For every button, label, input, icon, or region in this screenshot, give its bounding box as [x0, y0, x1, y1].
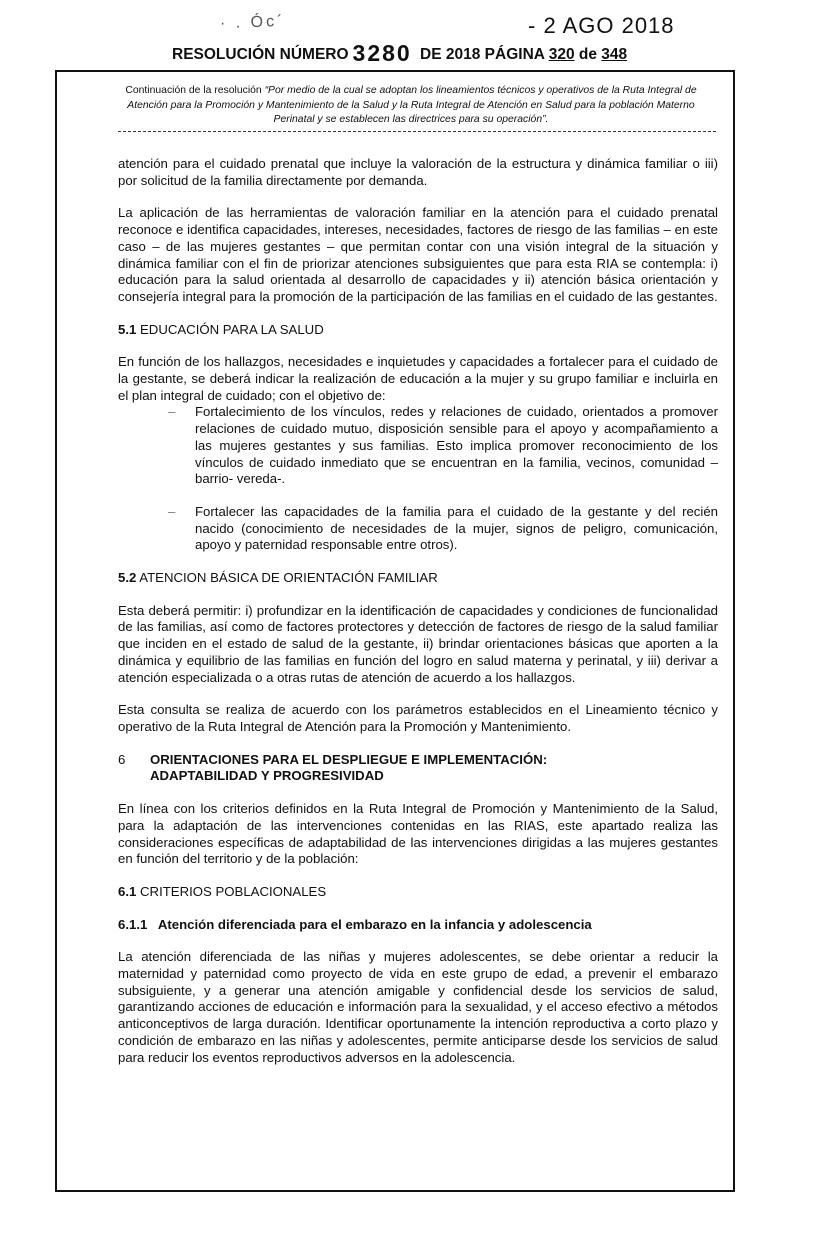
bullet-dash: – — [168, 404, 176, 420]
heading-6-1-1-number: 6.1.1 — [118, 916, 148, 932]
continuation-note — [112, 84, 710, 128]
paragraph-5: Esta consulta se realiza de acuerdo con los parámetros establecidos en el Lineamiento técnico y operativo de la Ruta Integral de Atención para la Promoción y Mantenimiento. — [118, 702, 718, 734]
heading-6-1-1 — [118, 917, 718, 934]
document-body — [118, 156, 718, 1066]
resolution-header — [172, 38, 627, 65]
heading-5-1 — [118, 322, 718, 339]
heading-6-line-1: ORIENTACIONES PARA EL DESPLIEGUE E IMPLEMENTACIÓN: — [150, 751, 548, 767]
page-total: 348 — [601, 46, 628, 63]
paragraph-6: En línea con los criterios definidos en la Ruta Integral de Promoción y Mantenimiento de la Salud, para la adaptación de las intervenciones contenidas en las RIAS, este apartado realiza las consideraciones específicas de adaptabilidad de las intervenciones dirigidas a las mujeres gestantes en función del territorio y de la población: — [118, 801, 718, 867]
paragraph-4: Esta deberá permitir: i) profundizar en la identificación de capacidades y condiciones de funcionalidad de las familias, así como de factores protectores y detección de factores de riesgo de la salud familiar que inciden en el estado de salud de la gestante, ii) brindar orientaciones básicas que aporten a la dinámica y equilibrio de las familias en función del logro en salud materna y perinatal, y iii) derivar a atención especializada o a otras rutas de atención de acuerdo a los hallazgos. — [118, 602, 718, 685]
heading-6-1-number: 6.1 — [118, 883, 137, 899]
paragraph-2: La aplicación de las herramientas de valoración familiar en la atención para el cuidado prenatal reconoce e identifica capacidades, intereses, necesidades, factores de riesgo de las familias – en este caso – de las mujeres gestantes – que permitan contar con una visión integral de la situación y dinámica familiar con el fin de priorizar atenciones subsiguientes que para esta RIA se contempla: i) educación para la salud orientada al desarrollo de capacidades y ii) atención básica orientación y consejería integral para la promoción de la participación de las familias en el cuidado de las gestantes. — [118, 205, 718, 304]
page-number: 320 — [548, 46, 575, 63]
paragraph-3: En función de los hallazgos, necesidades e inquietudes y capacidades a fortalecer para el cuidado de la gestante, se deberá indicar la realización de educación a la mujer y su grupo familiar e incluirla en el plan integral de cuidado; con el objetivo de: — [118, 354, 718, 403]
resolution-number: 3280 — [352, 40, 412, 66]
heading-5-2-number: 5.2 — [118, 570, 137, 586]
header-divider — [118, 131, 716, 132]
heading-6-1 — [118, 884, 718, 901]
heading-6-1-1-title: Atención diferenciada para el embarazo en la infancia y adolescencia — [157, 916, 592, 932]
heading-5-2 — [118, 570, 718, 587]
list-item — [118, 504, 718, 554]
stamp-mark: · . Óc´ — [219, 12, 286, 33]
heading-5-1-title: EDUCACIÓN PARA LA SALUD — [140, 321, 324, 337]
page-label: PÁGINA — [484, 46, 545, 63]
heading-6 — [118, 752, 718, 785]
heading-5-2-title: ATENCION BÁSICA DE ORIENTACIÓN FAMILIAR — [139, 570, 438, 586]
bullet-text-2: Fortalecer las capacidades de la familia para el cuidado de la gestante y del recién nacido (conocimiento de necesidades de la mujer, signos de peligro, comunicación, apoyo y paternidad responsable entre otros). — [195, 503, 718, 553]
bullet-dash: – — [168, 503, 176, 519]
continuation-lead: Continuación de la resolución — [125, 85, 262, 96]
heading-6-1-title: CRITERIOS POBLACIONALES — [140, 883, 327, 899]
resolution-prefix: RESOLUCIÓN NÚMERO — [172, 46, 349, 63]
paragraph-7: La atención diferenciada de las niñas y mujeres adolescentes, se debe orientar a reducir la maternidad y paternidad como proyecto de vida en este grupo de edad, a prevenir el embarazo subsiguiente, y a generar una atención amigable y confidencial desde los servicios de salud, garantizando acciones de educación e información para la sexualidad, y el acceso efectivo a métodos anticonceptivos de larga duración. Identificar oportunamente la intención reproductiva a corto plazo y condición de embarazo en las niñas y adolescentes, permite anticiparse desde los servicios de salud para reducir los eventos reproductivos adversos en la adolescencia. — [118, 949, 718, 1065]
bullet-text-1: Fortalecimiento de los vínculos, redes y relaciones de cuidado, orientados a promover relaciones de cuidado mutuo, disposición sensible para el apoyo y acompañamiento a las mujeres gestantes y sus familias. Esto implica promover reconocimiento de los vínculos de cuidado inmediato que se encuentran en la familia, vecinos, comunidad – barrio- vereda-. — [195, 404, 718, 487]
date-stamp: - 2 AGO 2018 — [528, 13, 675, 38]
heading-6-line-2: ADAPTABILIDAD Y PROGRESIVIDAD — [150, 768, 384, 784]
paragraph-1: atención para el cuidado prenatal que incluye la valoración de la estructura y dinámica familiar o iii) por solicitud de la familia directamente por demanda. — [118, 156, 718, 188]
list-item — [118, 404, 718, 488]
page-de: de — [578, 46, 597, 63]
resolution-year: DE 2018 — [420, 46, 481, 63]
heading-6-number: 6 — [118, 751, 126, 767]
continuation-title: “Por medio de la cual se adoptan los lineamientos técnicos y operativos de la Ruta Integral de Atención para la Promoción y Mantenimiento de la Salud y la Ruta Integral de Atención en Salud para la población Materno Perinatal y se establecen las directrices para su operación”. — [127, 85, 697, 125]
heading-5-1-number: 5.1 — [118, 321, 137, 337]
